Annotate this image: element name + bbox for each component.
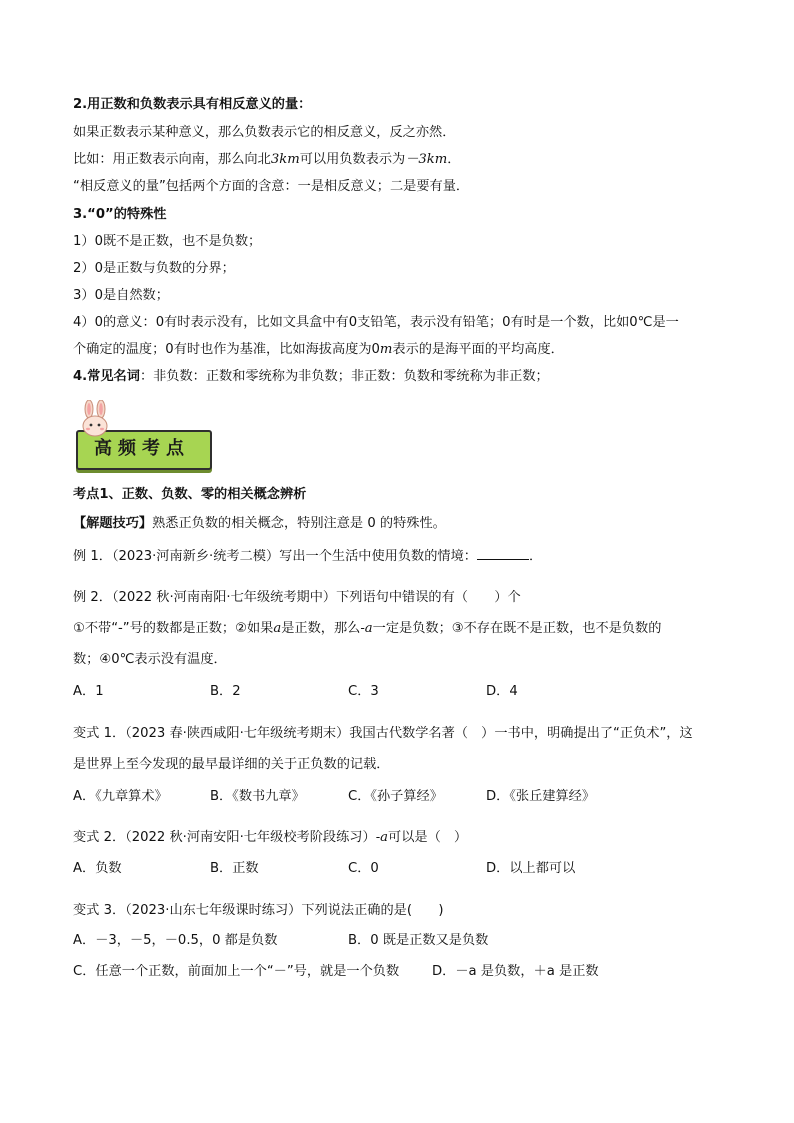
variant-1-line-1: 变式 1．（2023 春·陕西咸阳·七年级统考期末）我国古代数学名著（ ）一书中，明确提出了“正负术”，这 bbox=[73, 726, 693, 741]
answer-blank[interactable] bbox=[477, 547, 529, 560]
variant-1-option-b[interactable]: B．《数书九章》 bbox=[210, 789, 305, 804]
variant-1-line-2: 是世界上至今发现的最早最详细的关于正负数的记载． bbox=[73, 757, 390, 772]
variant-3-option-b[interactable]: B．0 既是正数又是负数 bbox=[348, 933, 489, 948]
section-4-title: 4.常见名词 bbox=[73, 369, 140, 384]
variant-3-option-c[interactable]: C．任意一个正数，前面加上一个“－”号，就是一个负数 bbox=[73, 964, 400, 979]
text-segment: ①不带“-”号的数都是正数；②如果 bbox=[73, 621, 274, 636]
text-segment: 比如：用正数表示向南，那么向北 bbox=[73, 152, 271, 167]
section-2-line-1: 如果正数表示某种意义，那么负数表示它的相反意义，反之亦然． bbox=[73, 125, 456, 140]
math-3km: 3km bbox=[270, 152, 300, 167]
text-segment: 个确定的温度；0有时也作为基准，比如海拔高度为 bbox=[73, 342, 372, 357]
variant-2-option-a[interactable]: A．负数 bbox=[73, 861, 122, 876]
variant-3-option-d[interactable]: D．－a 是负数，＋a 是正数 bbox=[432, 964, 599, 979]
math-neg-a: -a bbox=[360, 621, 373, 636]
text-segment: 支铅笔，表示没有铅笔；0有时是一个数，比如 bbox=[357, 315, 630, 330]
section-3-item-1: 1）0既不是正数，也不是负数； bbox=[73, 234, 262, 249]
text-segment: 是正数，那么 bbox=[281, 621, 361, 636]
section-badge bbox=[76, 400, 210, 470]
variant-2-option-c[interactable]: C．0 bbox=[348, 861, 379, 876]
variant-3-stem: 变式 3．（2023·山东七年级课时练习）下列说法正确的是( ) bbox=[73, 903, 444, 918]
math-a: a bbox=[273, 621, 282, 636]
variant-3-option-a[interactable]: A．－3，－5，－0.5，0 都是负数 bbox=[73, 933, 278, 948]
text-segment: 0 bbox=[371, 342, 380, 357]
text-segment: 4）0的意义：0有时表示没有，比如文具盒中有 bbox=[73, 315, 349, 330]
example-2-option-c[interactable]: C．3 bbox=[348, 684, 379, 699]
section-2-line-3: “相反意义的量”包括两个方面的含意：一是相反意义；二是要有量． bbox=[73, 179, 470, 194]
text-segment: 表示的是海平面的平均高度． bbox=[392, 342, 564, 357]
section-4-text: ：非负数：正数和零统称为非负数；非正数：负数和零统称为非正数； bbox=[139, 369, 549, 384]
section-3-item-3: 3）0是自然数； bbox=[73, 288, 169, 303]
section-2-line-2 bbox=[73, 151, 460, 169]
tip-label: 【解题技巧】 bbox=[73, 516, 153, 531]
section-3-item-4 bbox=[73, 314, 679, 332]
example-2-option-b[interactable]: B．2 bbox=[210, 684, 241, 699]
example-1 bbox=[73, 547, 542, 566]
section-3-title: 3.“0”的特殊性 bbox=[73, 207, 167, 222]
kaodian-title: 考点1、正数、负数、零的相关概念辨析 bbox=[73, 487, 307, 502]
math-m: m bbox=[379, 342, 393, 357]
variant-2-option-b[interactable]: B．正数 bbox=[210, 861, 259, 876]
math-neg-a: -a bbox=[375, 830, 389, 845]
text-segment: 变式 2．（2022 秋·河南安阳·七年级校考阶段练习） bbox=[73, 830, 376, 845]
variant-1-option-c[interactable]: C．《孙子算经》 bbox=[348, 789, 443, 804]
text-segment: 0 bbox=[348, 315, 358, 330]
text-segment: 是一 bbox=[652, 315, 679, 330]
example-2-stem: 例 2．（2022 秋·河南南阳·七年级统考期中）下列语句中错误的有（ ）个 bbox=[73, 590, 521, 605]
section-3-item-2: 2）0是正数与负数的分界； bbox=[73, 261, 235, 276]
example-2-line-2: 数；④0℃表示没有温度． bbox=[73, 652, 227, 667]
text-segment: 0℃ bbox=[629, 315, 653, 330]
variant-1-option-a[interactable]: A．《九章算术》 bbox=[73, 789, 168, 804]
example-2-option-a[interactable]: A．1 bbox=[73, 684, 104, 699]
section-3-item-4-cont bbox=[73, 341, 564, 359]
example-1-text: 例 1．（2023·河南新乡·统考二模）写出一个生活中使用负数的情境： bbox=[73, 549, 477, 564]
section-2-title: 2.用正数和负数表示具有相反意义的量： bbox=[73, 97, 312, 112]
tip-text: 熟悉正负数的相关概念，特别注意是 0 的特殊性。 bbox=[152, 516, 446, 531]
text-segment: ． bbox=[447, 152, 461, 167]
variant-1-option-d[interactable]: D．《张丘建算经》 bbox=[486, 789, 596, 804]
text-segment: ． bbox=[529, 549, 543, 564]
example-2-option-d[interactable]: D．4 bbox=[486, 684, 518, 699]
variant-2-option-d[interactable]: D．以上都可以 bbox=[486, 861, 576, 876]
math-neg-3km: －3km bbox=[405, 152, 448, 167]
badge-label: 高频考点 bbox=[94, 438, 190, 459]
example-2-line-1 bbox=[73, 620, 661, 638]
tip-line bbox=[73, 515, 446, 533]
variant-2-stem bbox=[73, 829, 467, 847]
section-4-line bbox=[73, 368, 549, 386]
text-segment: 可以用负数表示为 bbox=[299, 152, 406, 167]
bunny-icon bbox=[78, 400, 114, 440]
text-segment: 可以是（ ） bbox=[388, 830, 468, 845]
text-segment: 一定是负数；③不存在既不是正数，也不是负数的 bbox=[372, 621, 662, 636]
